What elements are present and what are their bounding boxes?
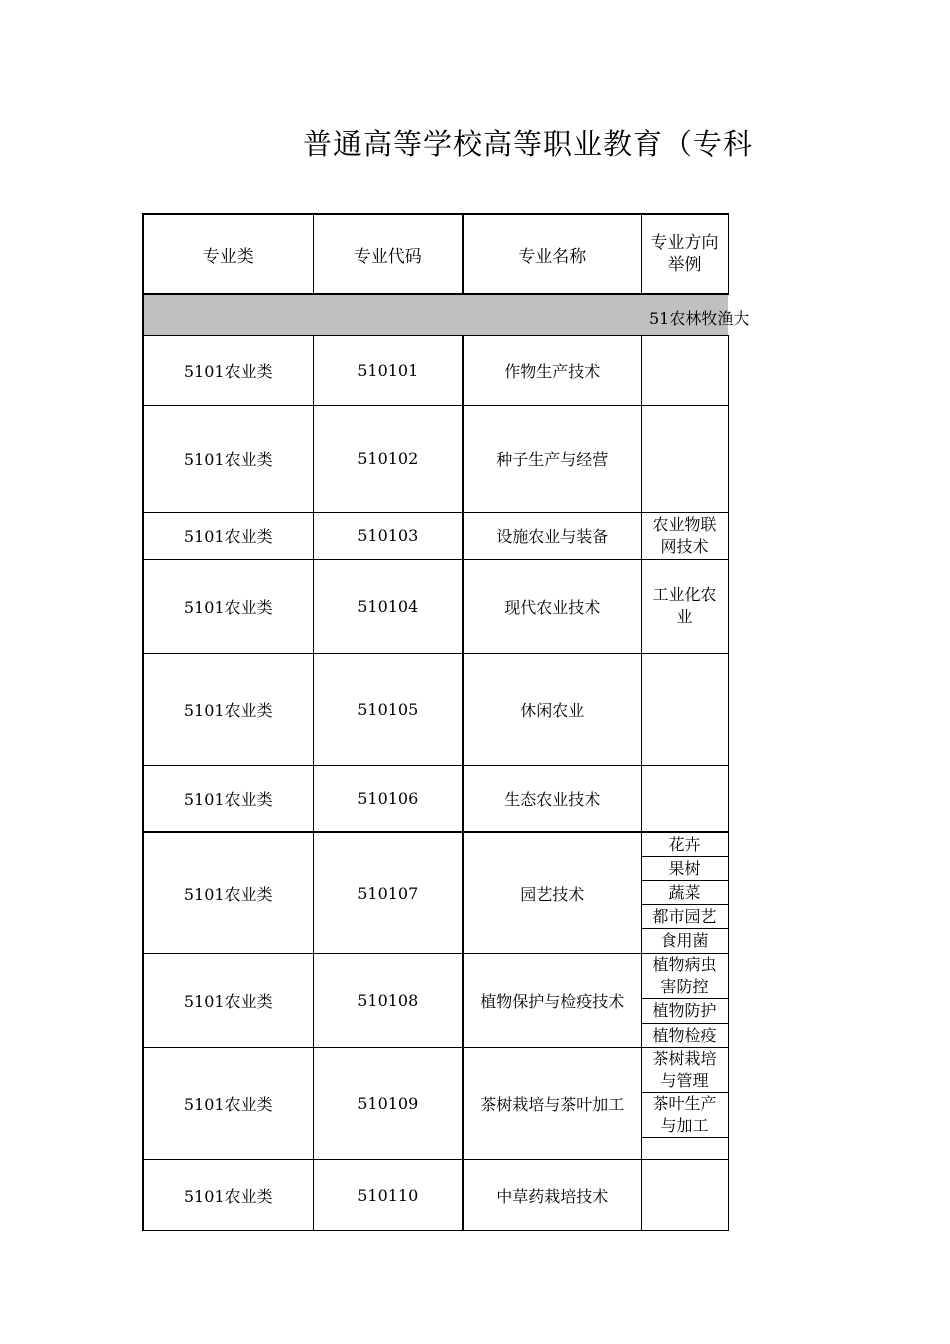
code-cell: 510103 [313,512,463,559]
table-row [143,512,728,559]
page-title: 普通高等学校高等职业教育（专科 [303,127,754,161]
name-cell: 植物保护与检疫技术 [463,954,641,1048]
code-cell: 510107 [313,832,463,954]
name-cell: 茶树栽培与茶叶加工 [463,1048,641,1160]
code-cell: 510102 [313,405,463,512]
direction-cell [641,653,728,765]
table-row [143,335,728,405]
direction-item: 植物检疫 [642,1023,728,1047]
direction-item: 茶树栽培与管理 [652,1049,717,1090]
header-name: 专业名称 [463,214,641,294]
section-band [143,294,750,335]
direction-item: 植物防护 [642,998,728,1023]
code-cell: 510105 [313,653,463,765]
header-category: 专业类 [143,214,313,294]
code-cell: 510108 [313,954,463,1048]
table-row [143,1160,728,1231]
name-cell: 现代农业技术 [463,559,641,653]
table-row [143,954,728,1048]
direction-list [642,954,728,1047]
table-row [143,765,728,832]
table-row [143,653,728,765]
category-cell: 5101农业类 [143,954,313,1048]
section-row [143,294,728,335]
name-cell: 园艺技术 [463,832,641,954]
table-row [143,405,728,512]
code-cell: 510104 [313,559,463,653]
direction-item: 工业化农业 [652,585,717,626]
category-cell: 5101农业类 [143,1160,313,1231]
direction-cell [641,512,728,559]
category-cell: 5101农业类 [143,1048,313,1160]
direction-cell [641,405,728,512]
category-cell: 5101农业类 [143,405,313,512]
code-cell: 510110 [313,1160,463,1231]
name-cell: 种子生产与经营 [463,405,641,512]
direction-cell [641,832,728,954]
majors-table [142,213,750,1231]
table-row [143,559,728,653]
name-cell: 生态农业技术 [463,765,641,832]
code-cell: 510101 [313,335,463,405]
direction-item: 都市园艺 [642,904,728,928]
name-cell: 作物生产技术 [463,335,641,405]
direction-item: 蔬菜 [642,880,728,904]
category-cell: 5101农业类 [143,832,313,954]
header-direction: 专业方向举例 [641,214,728,294]
table-row [143,832,728,954]
name-cell: 中草药栽培技术 [463,1160,641,1231]
table-body [143,335,728,1231]
direction-item: 植物病虫害防控 [652,955,717,996]
direction-item: 农业物联网技术 [652,514,717,556]
code-cell: 510109 [313,1048,463,1160]
header-code: 专业代码 [313,214,463,294]
name-cell: 设施农业与装备 [463,512,641,559]
direction-item: 花卉 [668,834,701,854]
direction-item: 果树 [642,856,728,880]
direction-cell [641,1048,728,1160]
table-row [143,1048,728,1160]
category-cell: 5101农业类 [143,335,313,405]
direction-empty-cell [642,1137,728,1159]
section-label: 51农林牧渔大 [649,309,750,328]
category-cell: 5101农业类 [143,653,313,765]
direction-cell [641,1160,728,1231]
direction-list [642,1048,728,1159]
direction-list [642,833,728,953]
direction-cell [641,335,728,405]
category-cell: 5101农业类 [143,559,313,653]
code-cell: 510106 [313,765,463,832]
category-cell: 5101农业类 [143,512,313,559]
direction-cell [641,765,728,832]
name-cell: 休闲农业 [463,653,641,765]
direction-item: 食用菌 [642,928,728,953]
direction-cell [641,954,728,1048]
table-header-row [143,214,728,294]
category-cell: 5101农业类 [143,765,313,832]
direction-cell [641,559,728,653]
direction-item: 茶叶生产与加工 [642,1092,728,1137]
